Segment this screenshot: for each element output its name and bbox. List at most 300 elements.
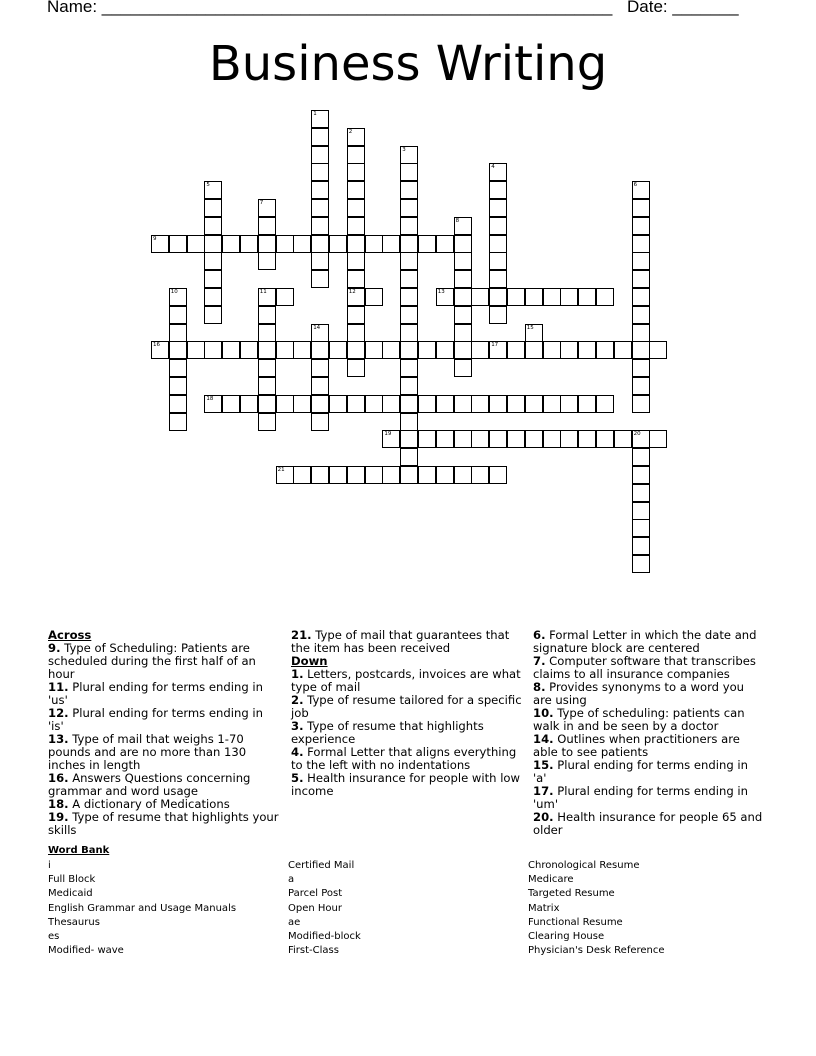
grid-cell[interactable] <box>489 395 507 413</box>
grid-cell[interactable] <box>293 466 311 484</box>
grid-cell[interactable] <box>311 341 329 359</box>
grid-cell[interactable] <box>454 252 472 270</box>
grid-cell[interactable] <box>507 395 525 413</box>
grid-cell[interactable] <box>293 395 311 413</box>
grid-cell[interactable] <box>400 448 418 466</box>
clue-text: Answers Questions concerning grammar and word usage <box>48 771 251 798</box>
clue-text: Plural ending for terms ending in 'a' <box>533 758 748 785</box>
clue-text: Type of scheduling: patients can walk in and be seen by a doctor <box>533 706 745 733</box>
grid-cell[interactable] <box>560 341 578 359</box>
grid-cell[interactable] <box>400 146 418 164</box>
grid-cell[interactable] <box>240 395 258 413</box>
grid-cell[interactable] <box>454 217 472 235</box>
grid-cell[interactable] <box>614 341 632 359</box>
word-bank-column-1 <box>48 859 236 958</box>
grid-cell[interactable] <box>329 466 347 484</box>
grid-cell[interactable] <box>258 217 276 235</box>
clue-item <box>533 681 765 707</box>
grid-cell[interactable] <box>169 413 187 431</box>
grid-cell[interactable] <box>258 199 276 217</box>
word-bank-item: Certified Mail <box>288 860 355 871</box>
grid-cell[interactable] <box>578 341 596 359</box>
clue-number-label: 5 <box>206 182 210 189</box>
grid-cell[interactable] <box>454 341 472 359</box>
grid-cell[interactable] <box>436 235 454 253</box>
grid-cell[interactable] <box>347 306 365 324</box>
grid-cell[interactable] <box>632 448 650 466</box>
grid-cell[interactable] <box>578 395 596 413</box>
grid-cell[interactable] <box>632 395 650 413</box>
grid-cell[interactable] <box>222 235 240 253</box>
grid-cell[interactable] <box>258 377 276 395</box>
word-bank-item: Modified-block <box>288 931 361 943</box>
grid-cell[interactable] <box>400 430 418 448</box>
word-bank-item: Chronological Resume <box>528 860 640 871</box>
grid-cell[interactable] <box>471 288 489 306</box>
grid-cell[interactable] <box>489 341 507 359</box>
clue-number: 15. <box>533 758 554 772</box>
clue-text: Type of resume that highlights your skills <box>48 810 279 837</box>
clue-item <box>48 681 280 707</box>
grid-cell[interactable] <box>169 324 187 342</box>
grid-cell[interactable] <box>632 217 650 235</box>
word-bank-item: Modified- wave <box>48 945 124 957</box>
grid-cell[interactable] <box>454 395 472 413</box>
grid-cell[interactable] <box>204 270 222 288</box>
grid-cell[interactable] <box>632 181 650 199</box>
grid-cell[interactable] <box>382 341 400 359</box>
grid-cell[interactable] <box>632 235 650 253</box>
clue-item <box>533 785 765 811</box>
clue-number-label: 7 <box>259 200 264 206</box>
grid-cell[interactable] <box>258 324 276 342</box>
grid-cell[interactable] <box>418 341 436 359</box>
grid-cell[interactable] <box>311 466 329 484</box>
grid-cell[interactable] <box>347 252 365 270</box>
grid-cell[interactable] <box>525 324 543 342</box>
grid-cell[interactable] <box>418 395 436 413</box>
grid-cell[interactable] <box>400 288 418 306</box>
word-bank-item: Targeted Resume <box>528 888 615 900</box>
grid-cell[interactable] <box>365 288 383 306</box>
grid-cell[interactable] <box>240 341 258 359</box>
clue-number-label: 10 <box>170 289 178 295</box>
page-title: Business Writing <box>208 36 608 92</box>
grid-cell[interactable] <box>632 252 650 270</box>
grid-cell[interactable] <box>596 395 614 413</box>
grid-cell[interactable] <box>632 341 650 359</box>
grid-cell[interactable] <box>151 235 169 253</box>
clue-item <box>533 759 765 785</box>
grid-cell[interactable] <box>258 413 276 431</box>
clue-text: Plural ending for terms ending in 'is' <box>48 706 263 733</box>
grid-cell[interactable] <box>471 395 489 413</box>
grid-cell[interactable] <box>489 181 507 199</box>
grid-cell[interactable] <box>400 217 418 235</box>
grid-cell[interactable] <box>204 217 222 235</box>
grid-cell[interactable] <box>258 341 276 359</box>
grid-cell[interactable] <box>632 288 650 306</box>
grid-cell[interactable] <box>436 288 454 306</box>
grid-cell[interactable] <box>151 341 169 359</box>
grid-cell[interactable] <box>489 163 507 181</box>
grid-cell[interactable] <box>311 395 329 413</box>
clue-item <box>291 629 523 655</box>
grid-cell[interactable] <box>418 235 436 253</box>
grid-cell[interactable] <box>311 359 329 377</box>
grid-cell[interactable] <box>276 395 294 413</box>
grid-cell[interactable] <box>632 324 650 342</box>
clue-number-label: 8 <box>455 217 460 224</box>
grid-cell[interactable] <box>454 430 472 448</box>
grid-cell[interactable] <box>489 430 507 448</box>
clues-column-1 <box>48 629 280 837</box>
grid-cell[interactable] <box>560 395 578 413</box>
word-bank-item: English Grammar and Usage Manuals <box>48 902 237 914</box>
clue-text: Type of Scheduling: Patients are scheduled during the first half of an hour <box>48 641 256 681</box>
grid-cell[interactable] <box>471 341 489 359</box>
grid-cell[interactable] <box>258 288 276 306</box>
grid-cell[interactable] <box>347 235 365 253</box>
clue-number: 17. <box>533 784 554 798</box>
grid-cell[interactable] <box>347 341 365 359</box>
grid-cell[interactable] <box>454 235 472 253</box>
clue-number: 6. <box>533 628 546 642</box>
grid-cell[interactable] <box>400 324 418 342</box>
grid-cell[interactable] <box>204 181 222 199</box>
clue-text: Health insurance for people 65 and older <box>533 810 763 837</box>
grid-cell[interactable] <box>276 288 294 306</box>
clue-number-label: 13 <box>437 289 445 295</box>
clue-number-label: 21 <box>277 467 285 473</box>
clue-number-label: 3 <box>402 146 406 153</box>
grid-cell[interactable] <box>311 110 329 128</box>
grid-cell[interactable] <box>632 555 650 573</box>
clue-number-label: 11 <box>259 289 267 295</box>
grid-cell[interactable] <box>276 341 294 359</box>
grid-cell[interactable] <box>311 252 329 270</box>
grid-cell[interactable] <box>222 395 240 413</box>
grid-cell[interactable] <box>347 466 365 484</box>
grid-cell[interactable] <box>400 466 418 484</box>
grid-cell[interactable] <box>614 430 632 448</box>
grid-cell[interactable] <box>222 341 240 359</box>
grid-cell[interactable] <box>347 288 365 306</box>
grid-cell[interactable] <box>311 413 329 431</box>
grid-cell[interactable] <box>258 306 276 324</box>
clue-item <box>533 811 765 837</box>
grid-cell[interactable] <box>489 199 507 217</box>
clue-item <box>48 772 280 798</box>
grid-cell[interactable] <box>471 466 489 484</box>
grid-cell[interactable] <box>418 430 436 448</box>
grid-cell[interactable] <box>454 306 472 324</box>
grid-cell[interactable] <box>169 341 187 359</box>
clue-number: 13. <box>48 732 69 746</box>
grid-cell[interactable] <box>543 430 561 448</box>
grid-cell[interactable] <box>382 235 400 253</box>
grid-cell[interactable] <box>204 235 222 253</box>
grid-cell[interactable] <box>489 306 507 324</box>
grid-cell[interactable] <box>596 430 614 448</box>
clue-number: 12. <box>48 706 69 720</box>
grid-cell[interactable] <box>347 395 365 413</box>
word-bank-column-3 <box>528 859 665 958</box>
clue-text: Provides synonyms to a word you are using <box>533 680 745 707</box>
clue-text: Outlines when practitioners are able to see patients <box>533 732 740 759</box>
grid-cell[interactable] <box>311 324 329 342</box>
clue-number: 8. <box>533 680 546 694</box>
grid-cell[interactable] <box>347 181 365 199</box>
grid-cell[interactable] <box>632 484 650 502</box>
grid-cell[interactable] <box>400 341 418 359</box>
grid-cell[interactable] <box>507 288 525 306</box>
clue-item <box>291 720 523 746</box>
grid-cell[interactable] <box>400 181 418 199</box>
grid-cell[interactable] <box>329 235 347 253</box>
grid-cell[interactable] <box>649 430 667 448</box>
grid-cell[interactable] <box>204 288 222 306</box>
down-heading: Down <box>291 654 328 668</box>
grid-cell[interactable] <box>489 270 507 288</box>
grid-cell[interactable] <box>347 217 365 235</box>
grid-cell[interactable] <box>311 146 329 164</box>
word-bank-item: Parcel Post <box>288 888 343 900</box>
grid-cell[interactable] <box>543 341 561 359</box>
grid-cell[interactable] <box>632 199 650 217</box>
word-bank-item: Clearing House <box>528 931 605 943</box>
grid-cell[interactable] <box>311 199 329 217</box>
grid-cell[interactable] <box>400 163 418 181</box>
grid-cell[interactable] <box>347 146 365 164</box>
grid-cell[interactable] <box>489 466 507 484</box>
grid-cell[interactable] <box>311 128 329 146</box>
grid-cell[interactable] <box>632 270 650 288</box>
clue-text: Formal Letter that aligns everything to the left with no indentations <box>291 745 517 772</box>
grid-cell[interactable] <box>525 430 543 448</box>
clue-number: 19. <box>48 810 69 824</box>
grid-cell[interactable] <box>169 377 187 395</box>
clue-text: Plural ending for terms ending in 'um' <box>533 784 748 811</box>
grid-cell[interactable] <box>400 413 418 431</box>
clue-item <box>48 642 280 681</box>
grid-cell[interactable] <box>382 430 400 448</box>
grid-cell[interactable] <box>543 288 561 306</box>
clue-number-label: 4 <box>491 164 495 171</box>
grid-cell[interactable] <box>169 235 187 253</box>
grid-cell[interactable] <box>525 341 543 359</box>
clue-item <box>533 629 765 655</box>
grid-cell[interactable] <box>454 466 472 484</box>
grid-cell[interactable] <box>258 235 276 253</box>
grid-cell[interactable] <box>347 270 365 288</box>
grid-cell[interactable] <box>329 395 347 413</box>
grid-cell[interactable] <box>365 341 383 359</box>
clue-number-label: 6 <box>633 182 638 189</box>
grid-cell[interactable] <box>347 128 365 146</box>
grid-cell[interactable] <box>365 235 383 253</box>
clue-text: Type of resume that highlights experience <box>291 719 484 746</box>
grid-cell[interactable] <box>436 430 454 448</box>
grid-cell[interactable] <box>471 430 489 448</box>
word-bank-item: Medicare <box>528 874 574 886</box>
grid-cell[interactable] <box>632 359 650 377</box>
clue-number-label: 1 <box>313 111 317 117</box>
clue-item <box>291 668 523 694</box>
grid-cell[interactable] <box>489 288 507 306</box>
grid-cell[interactable] <box>311 163 329 181</box>
grid-cell[interactable] <box>632 466 650 484</box>
clue-text: Health insurance for people with low income <box>291 771 520 798</box>
clue-text: Formal Letter in which the date and signature block are centered <box>533 628 757 655</box>
grid-cell[interactable] <box>436 341 454 359</box>
grid-cell[interactable] <box>436 395 454 413</box>
word-bank-item: First-Class <box>288 945 339 957</box>
grid-cell[interactable] <box>311 181 329 199</box>
grid-cell[interactable] <box>489 217 507 235</box>
grid-cell[interactable] <box>454 270 472 288</box>
grid-cell[interactable] <box>507 430 525 448</box>
clue-number: 11. <box>48 680 69 694</box>
word-bank-item: Physician's Desk Reference <box>528 945 665 957</box>
grid-cell[interactable] <box>596 341 614 359</box>
word-bank-item: Full Block <box>48 874 96 886</box>
grid-cell[interactable] <box>169 306 187 324</box>
grid-cell[interactable] <box>240 235 258 253</box>
grid-cell[interactable] <box>454 288 472 306</box>
grid-cell[interactable] <box>649 341 667 359</box>
clue-number-label: 15 <box>526 324 534 331</box>
grid-cell[interactable] <box>560 430 578 448</box>
grid-cell[interactable] <box>632 519 650 537</box>
clue-text: Type of resume tailored for a specific job <box>291 693 522 720</box>
grid-cell[interactable] <box>400 270 418 288</box>
grid-cell[interactable] <box>543 395 561 413</box>
grid-cell[interactable] <box>632 537 650 555</box>
word-bank-item: Functional Resume <box>528 916 623 928</box>
grid-cell[interactable] <box>454 324 472 342</box>
grid-cell[interactable] <box>329 341 347 359</box>
clue-number: 18. <box>48 797 69 811</box>
grid-cell[interactable] <box>276 466 294 484</box>
grid-cell[interactable] <box>311 377 329 395</box>
grid-cell[interactable] <box>632 377 650 395</box>
word-bank-title: Word Bank <box>48 845 110 856</box>
grid-cell[interactable] <box>596 288 614 306</box>
grid-cell[interactable] <box>578 430 596 448</box>
grid-cell[interactable] <box>507 341 525 359</box>
grid-cell[interactable] <box>347 163 365 181</box>
grid-cell[interactable] <box>169 395 187 413</box>
grid-cell[interactable] <box>489 235 507 253</box>
clue-number: 20. <box>533 810 554 824</box>
grid-cell[interactable] <box>436 466 454 484</box>
grid-cell[interactable] <box>258 252 276 270</box>
clue-number-label: 2 <box>348 128 353 135</box>
grid-cell[interactable] <box>400 235 418 253</box>
grid-cell[interactable] <box>204 199 222 217</box>
grid-cell[interactable] <box>525 288 543 306</box>
clue-number: 21. <box>291 628 312 642</box>
clue-number: 10. <box>533 706 554 720</box>
across-heading: Across <box>48 628 92 642</box>
grid-cell[interactable] <box>311 217 329 235</box>
grid-cell[interactable] <box>169 288 187 306</box>
clue-item <box>48 707 280 733</box>
grid-cell[interactable] <box>258 395 276 413</box>
clue-number-label: 20 <box>633 431 641 438</box>
grid-cell[interactable] <box>311 235 329 253</box>
clue-number-label: 18 <box>206 395 214 402</box>
clue-text: Type of mail that guarantees that the item has been received <box>291 628 510 655</box>
grid-cell[interactable] <box>204 252 222 270</box>
grid-cell[interactable] <box>276 235 294 253</box>
grid-cell[interactable] <box>382 466 400 484</box>
grid-cell[interactable] <box>578 288 596 306</box>
grid-cell[interactable] <box>382 395 400 413</box>
grid-cell[interactable] <box>418 466 436 484</box>
grid-cell[interactable] <box>293 341 311 359</box>
word-bank-item: Matrix <box>528 902 560 914</box>
grid-cell[interactable] <box>632 430 650 448</box>
clue-item <box>533 733 765 759</box>
word-bank-column-2 <box>288 859 361 958</box>
clue-number-label: 14 <box>313 324 321 331</box>
grid-cell[interactable] <box>400 395 418 413</box>
word-bank-item: i <box>48 860 51 871</box>
grid-cell[interactable] <box>187 235 205 253</box>
grid-cell[interactable] <box>365 466 383 484</box>
grid-cell[interactable] <box>400 252 418 270</box>
grid-cell[interactable] <box>400 306 418 324</box>
grid-cell[interactable] <box>400 377 418 395</box>
grid-cell[interactable] <box>204 306 222 324</box>
date-field: Date: _______ <box>627 0 739 16</box>
grid-cell[interactable] <box>169 359 187 377</box>
grid-cell[interactable] <box>365 395 383 413</box>
clue-item <box>291 772 523 798</box>
clue-text: Type of mail that weighs 1-70 pounds and are no more than 130 inches in length <box>48 732 247 772</box>
grid-cell[interactable] <box>258 359 276 377</box>
word-bank-item: Medicaid <box>48 888 93 900</box>
clue-number: 16. <box>48 771 69 785</box>
grid-cell[interactable] <box>187 341 205 359</box>
grid-cell[interactable] <box>293 235 311 253</box>
grid-cell[interactable] <box>347 324 365 342</box>
grid-cell[interactable] <box>311 270 329 288</box>
grid-cell[interactable] <box>400 199 418 217</box>
grid-cell[interactable] <box>489 252 507 270</box>
clue-item <box>48 811 280 837</box>
grid-cell[interactable] <box>525 395 543 413</box>
clue-item <box>533 707 765 733</box>
grid-cell[interactable] <box>454 359 472 377</box>
grid-cell[interactable] <box>560 288 578 306</box>
grid-cell[interactable] <box>400 359 418 377</box>
grid-cell[interactable] <box>204 395 222 413</box>
grid-cell[interactable] <box>204 341 222 359</box>
word-bank-item: Open Hour <box>288 902 342 914</box>
clues-column-2 <box>291 629 523 798</box>
clue-number: 3. <box>291 719 304 733</box>
clue-number: 4. <box>291 745 304 759</box>
clue-number-label: 19 <box>384 431 392 438</box>
clue-item <box>533 655 765 681</box>
grid-cell[interactable] <box>632 502 650 520</box>
grid-cell[interactable] <box>632 306 650 324</box>
grid-cell[interactable] <box>347 359 365 377</box>
grid-cell[interactable] <box>347 199 365 217</box>
